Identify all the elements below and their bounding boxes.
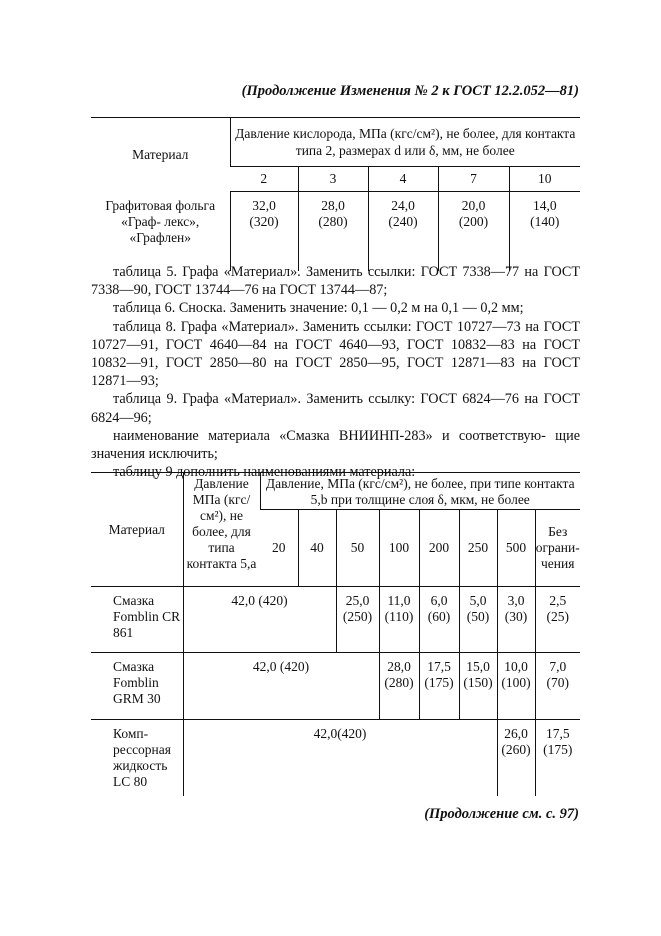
table-row: [91, 192, 580, 272]
page-header: (Продолжение Изменения № 2 к ГОСТ 12.2.052—81): [241, 83, 579, 99]
size-header: 3: [298, 167, 368, 192]
value-cell: 26,0 (260): [497, 720, 535, 796]
size-header: 10: [509, 167, 580, 192]
table-row: [91, 653, 580, 720]
material-cell: Комп- рессорная жидкость LC 80: [91, 720, 183, 796]
value-cell: 20,0 (200): [438, 192, 509, 272]
paragraph: таблица 5. Графа «Материал». Заменить ссылки: ГОСТ 7338—77 на ГОСТ 7338—90, ГОСТ 13744—76 на ГОСТ 13744—87;: [91, 264, 580, 299]
col-header-oxygen-pressure: Давление кислорода, МПа (кгс/см²), не более, для контакта типа 2, размерах d или δ, мм, не более: [230, 118, 580, 167]
value-cell: 2,5 (25): [535, 587, 580, 653]
thickness-header: 20: [260, 510, 298, 587]
value-cell: 32,0 (320): [230, 192, 298, 272]
value-cell: 25,0 (250): [336, 587, 379, 653]
size-header: 7: [438, 167, 509, 192]
thickness-header: 250: [459, 510, 497, 587]
material-cell: Графитовая фольга «Граф- лекс», «Графлен»: [105, 197, 216, 245]
size-header: 2: [230, 167, 298, 192]
value-cell: 15,0 (150): [459, 653, 497, 720]
paragraph: таблицу 9 дополнить наименованиями материала:: [113, 464, 416, 481]
value-cell: 28,0 (280): [379, 653, 419, 720]
size-header: 4: [368, 167, 438, 192]
thickness-header: 500: [497, 510, 535, 587]
thickness-header: 50: [336, 510, 379, 587]
value-cell: 10,0 (100): [497, 653, 535, 720]
value-cell: 24,0 (240): [368, 192, 438, 272]
thickness-header: 40: [298, 510, 336, 587]
thickness-header: Без ограни- чения: [535, 510, 580, 587]
table-row: [91, 587, 580, 653]
paragraph: таблица 9. Графа «Материал». Заменить ссылку: ГОСТ 6824—76 на ГОСТ 6824—96;: [91, 391, 580, 426]
merged-value-cell: 42,0(420): [183, 720, 497, 796]
value-cell: 11,0 (110): [379, 587, 419, 653]
value-cell: 14,0 (140): [509, 192, 580, 272]
thickness-header: 100: [379, 510, 419, 587]
value-cell: 17,5 (175): [535, 720, 580, 796]
col-header-material: Материал: [91, 118, 230, 192]
material-cell: Смазка Fomblin CR 861: [91, 587, 183, 653]
paragraph: наименование материала «Смазка ВНИИНП-283» и соответствую- щие значения исключить;: [91, 427, 580, 463]
value-cell: 5,0 (50): [459, 587, 497, 653]
lubricant-pressure-table: [91, 472, 580, 796]
paragraph: таблица 6. Сноска. Заменить значение: 0,1 — 0,2 м на 0,1 — 0,2 мм;: [113, 300, 524, 317]
oxygen-pressure-table: [91, 117, 580, 271]
col-header-contact-5b: Давление, МПа (кгс/см²), не более, при типе контакта 5,b при толщине слоя δ, мкм, не более: [260, 473, 580, 510]
thickness-header: 200: [419, 510, 459, 587]
value-cell: 3,0 (30): [497, 587, 535, 653]
value-cell: 17,5 (175): [419, 653, 459, 720]
table-row: [91, 720, 580, 796]
merged-value-cell: 42,0 (420): [183, 587, 336, 653]
value-cell: 6,0 (60): [419, 587, 459, 653]
col-header-contact-5a: Давление МПа (кгс/ см²), не более, для типа контакта 5,а: [183, 473, 260, 587]
value-cell: 7,0 (70): [535, 653, 580, 720]
col-header-material: Материал: [91, 473, 183, 587]
material-cell: Смазка Fomblin GRM 30: [91, 653, 183, 720]
paragraph: таблица 8. Графа «Материал». Заменить ссылки: ГОСТ 10727—73 на ГОСТ 10727—91, ГОСТ 4640—84 на ГОСТ 4640—93, ГОСТ 10832—83 на ГОСТ 10832—91, ГОСТ 2850—80 на ГОСТ 2850—95, ГОСТ 12871—83 на ГОСТ 12871—93;: [91, 318, 580, 390]
merged-value-cell: 42,0 (420): [183, 653, 379, 720]
value-cell: 28,0 (280): [298, 192, 368, 272]
amendment-text: [91, 263, 580, 481]
page-footer: (Продолжение см. с. 97): [424, 806, 579, 822]
